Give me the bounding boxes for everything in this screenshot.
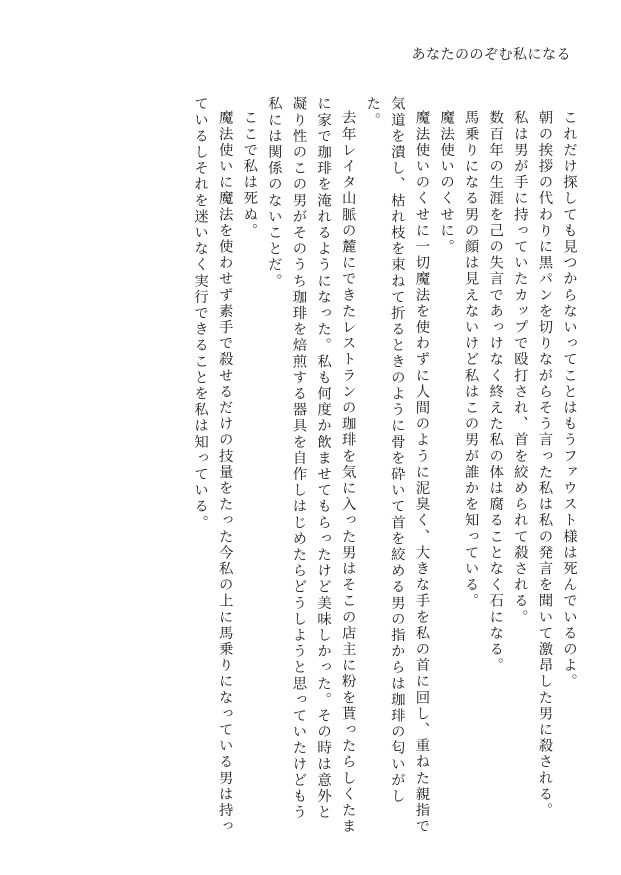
paragraph: 朝の挨拶の代わりに黒パンを切りながらそう言った私は私の発言を聞いて激昂した男に殺される。 [536,110,553,819]
paragraph: ここで私は死ぬ。 [241,110,258,240]
body-text [21,96,581,836]
paragraph: これだけ探しても見つからないってことはもうファウスト様は死んでいるのよ。 [561,110,577,690]
paragraph: 魔法使いのくせに一切魔法を使わずに人間のように泥臭く、大きな手を私の首に回し、重ねた親指で気道を潰し、枯れ枝を束ねて折るときのように骨を砕いて首を絞める男の指からは珈琲の匂いがした。 [364,96,430,835]
paragraph: 去年レイタ山脈の麓にできたレストランの珈琲を気に入った男はそこの店主に粉を貰ったらしくたまに家で珈琲を淹れるようになった。私も何度か飲ませてもらったけど美味しかった。その時は意外と凝り性のこの男がそのうち珈琲を焙煎する器具を自作しはじめたらどうしようと思っていたけどもう私には関係のないことだ。 [265,96,356,835]
running-title: あなたののぞむ私になる [411,47,571,63]
paragraph: 数百年の生涯を己の失言であっけなく終えた私の体は腐ることなく石になる。 [487,110,504,674]
paragraph: 私は男が手に持っていたカップで殴打され、首を絞められて殺される。 [511,110,528,626]
paragraph: 魔法使いに魔法を使わせず素手で殺せるだけの技量をたった今私の上に馬乗りになっている男は持っているしそれを迷いなく実行できることを私は知っている。 [192,96,233,835]
paragraph: 馬乗りになる男の顔は見えないけど私はこの男が誰かを知っている。 [462,110,479,610]
paragraph: 魔法使いのくせに。 [438,110,455,256]
